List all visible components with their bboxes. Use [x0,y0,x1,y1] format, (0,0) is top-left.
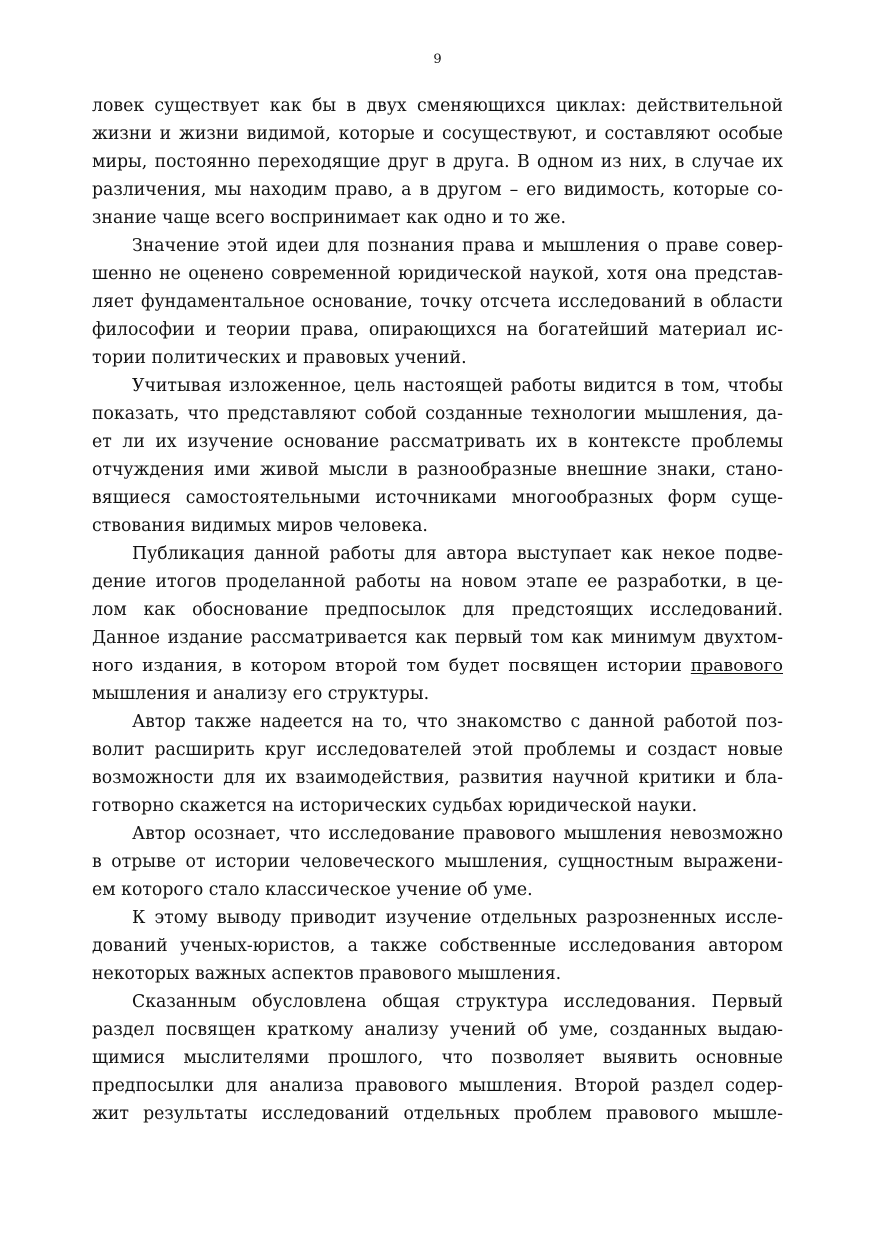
text-line: волит расширить круг исследователей этой проблемы и создаст новые [92,740,783,760]
text-line: знание чаще всего воспринимает как одно и то же. [92,208,567,228]
text-line: предпосылки для анализа правового мышления. Второй раздел содер- [92,1076,783,1096]
text-line: миры, постоянно переходящие друг в друга. В одном из них, в случае их [92,152,783,172]
text-line: ем которого стало классическое учение об уме. [92,880,533,900]
paragraph-7 [92,904,783,988]
text-line: щимися мыслителями прошлого, что позволяет выявить основные [92,1048,783,1068]
text-line: Автор также надеется на то, что знакомство с данной работой поз- [132,712,783,732]
text-line: дований ученых-юристов, а также собственные исследования автором [92,936,783,956]
paragraph-3 [92,372,783,540]
text-line: шенно не оценено современной юридической наукой, хотя она представ- [92,264,783,284]
text-line: дение итогов проделанной работы на новом этапе ее разработки, в це- [92,572,783,592]
text-line: Сказанным обусловлена общая структура исследования. Первый [132,992,783,1012]
paragraph-5 [92,708,783,820]
text-line: показать, что представляют собой созданные технологии мышления, да- [92,404,783,424]
text-line: Данное издание рассматривается как первый том как минимум двухтом- [92,628,783,648]
text-line: жит результаты исследований отдельных проблем правового мышле- [92,1104,783,1124]
text-line: раздел посвящен краткому анализу учений об уме, созданных выдаю- [92,1020,783,1040]
text-line: ляет фундаментальное основание, точку отсчета исследований в области [92,292,783,312]
body-text [92,92,783,1128]
text-line: ловек существует как бы в двух сменяющихся циклах: действительной [92,96,783,116]
text-line: возможности для их взаимодействия, развития научной критики и бла- [92,768,783,788]
text-line: лом как обоснование предпосылок для предстоящих исследований. [92,600,783,620]
text-line: некоторых важных аспектов правового мышления. [92,964,562,984]
text-line: жизни и жизни видимой, которые и сосуществуют, и составляют особые [92,124,783,144]
text-line: мышления и анализу его структуры. [92,684,430,704]
paragraph-6 [92,820,783,904]
text-line: отчуждения ими живой мысли в разнообразные внешние знаки, стано- [92,460,783,480]
text-line: Автор осознает, что исследование правового мышления невозможно [132,824,783,844]
text-line: готворно скажется на исторических судьбах юридической науки. [92,796,698,816]
text-line: Публикация данной работы для автора выступает как некое подве- [132,544,783,564]
paragraph-4 [92,540,783,708]
paragraph-8 [92,988,783,1128]
text-line-part: ного издания, в котором второй том будет посвящен истории [92,656,682,676]
text-line: Значение этой идеи для познания права и мышления о праве совер- [132,236,783,256]
text-line: К этому выводу приводит изучение отдельных разрозненных иссле- [132,908,783,928]
text-line: ствования видимых миров человека. [92,516,428,536]
text-line: различения, мы находим право, а в другом – его видимость, которые со- [92,180,783,200]
text-line: философии и теории права, опирающихся на богатейший материал ис- [92,320,783,340]
paragraph-2 [92,232,783,372]
text-line: вящиеся самостоятельными источниками многообразных форм суще- [92,488,783,508]
text-line: в отрыве от истории человеческого мышления, сущностным выражени- [92,852,783,872]
text-line: тории политических и правовых учений. [92,348,467,368]
page-number: 9 [433,52,442,67]
text-line: Учитывая изложенное, цель настоящей работы видится в том, чтобы [132,376,783,396]
paragraph-1 [92,92,783,232]
text-line: ет ли их изучение основание рассматривать их в контексте проблемы [92,432,783,452]
text-line [92,652,783,680]
underlined-word: правового [690,656,783,676]
